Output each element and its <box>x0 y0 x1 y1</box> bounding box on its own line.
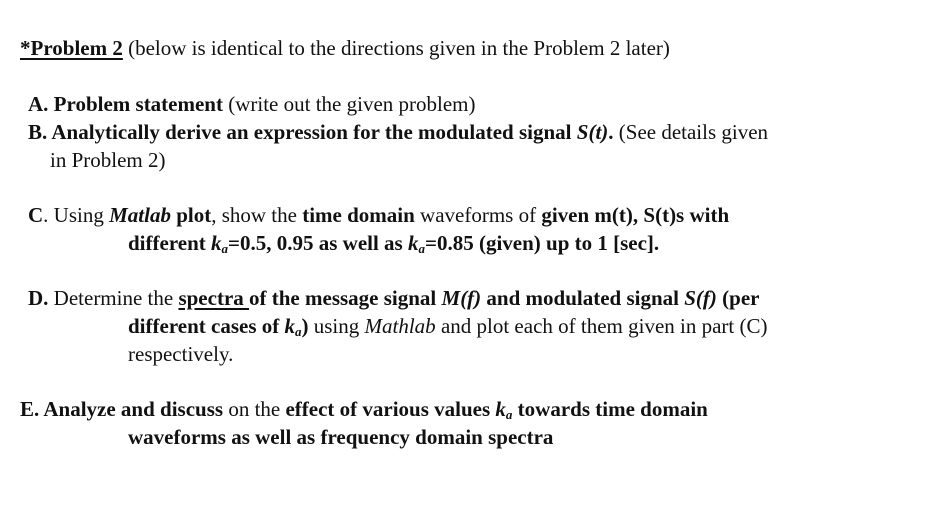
item-d-l2-b: ) <box>301 314 309 338</box>
item-d-l2-c: using <box>308 314 365 338</box>
item-a-bold: Problem statement <box>48 92 223 116</box>
item-e-line2 <box>128 423 553 451</box>
item-b <box>28 118 768 146</box>
item-d-l2-d: and plot each of them given in part (C) <box>435 314 768 338</box>
item-a-rest: (write out the given problem) <box>222 92 476 116</box>
item-c-plot: plot <box>170 203 212 227</box>
item-c-letter: C <box>28 203 44 227</box>
item-b-signal: S(t) <box>576 120 609 144</box>
item-c-t1: . Using <box>43 203 110 227</box>
item-d-mf: M(f) <box>441 286 482 310</box>
item-b-dot: . <box>608 120 614 144</box>
item-e-t4: towards time domain <box>512 397 708 421</box>
item-d-line3 <box>128 340 233 368</box>
item-e-line2-text: waveforms as well as frequency domain spectra <box>128 425 554 449</box>
item-e-k: k <box>495 397 506 421</box>
item-d <box>28 284 759 312</box>
item-d-sf: S(f) <box>684 286 717 310</box>
problem-note: (below is identical to the directions given in the Problem 2 later) <box>122 36 670 60</box>
item-e <box>20 395 708 423</box>
item-c-t2: , show the <box>211 203 303 227</box>
item-c-l2-a: different <box>128 231 212 255</box>
item-b-rest: (See details given <box>613 120 769 144</box>
item-d-t3: and modulated signal <box>481 286 685 310</box>
item-d-t4: (per <box>716 286 760 310</box>
item-d-l2-a: different cases of <box>128 314 285 338</box>
item-d-spectra: spectra <box>178 286 250 310</box>
item-c-t3: waveforms of <box>414 203 542 227</box>
item-c-given: given m(t), S(t)s with <box>541 203 730 227</box>
item-d-mathlab: Mathlab <box>364 314 436 338</box>
item-c-k2: k <box>407 231 419 255</box>
item-c-sub2: a <box>418 241 425 256</box>
item-b-bold: Analytically derive an expression for the modulated signal <box>47 120 577 144</box>
item-c-matlab: Matlab <box>109 203 171 227</box>
item-c-sub: a <box>221 241 229 256</box>
item-d-line3-text: respectively. <box>128 342 234 366</box>
item-a-letter: A. <box>28 92 49 116</box>
problem-title: *Problem 2 <box>20 36 123 60</box>
item-c-l2-c: =0.85 (given) up to 1 [sec]. <box>424 231 660 255</box>
item-d-k: k <box>284 314 295 338</box>
item-c-line2 <box>128 229 659 257</box>
item-d-sub: a <box>295 324 302 339</box>
item-b-line2-text: in Problem 2) <box>50 148 166 172</box>
item-b-line2 <box>50 146 166 174</box>
item-a <box>28 90 476 118</box>
item-d-t1: Determine the <box>48 286 179 310</box>
item-d-line2 <box>128 312 768 340</box>
item-e-sub: a <box>505 407 513 422</box>
item-e-t1: E. Analyze and discuss <box>20 397 224 421</box>
item-c-time-domain: time domain <box>302 203 415 227</box>
item-e-t3: effect of various values <box>285 397 496 421</box>
item-c-k: k <box>211 231 222 255</box>
item-c <box>28 201 729 229</box>
item-d-letter: D. <box>28 286 49 310</box>
item-b-letter: B. <box>28 120 48 144</box>
item-d-t2: of the message signal <box>249 286 442 310</box>
problem-header <box>20 34 670 62</box>
item-e-t2: on the <box>223 397 286 421</box>
item-c-l2-b: =0.5, 0.95 as well as <box>228 231 408 255</box>
